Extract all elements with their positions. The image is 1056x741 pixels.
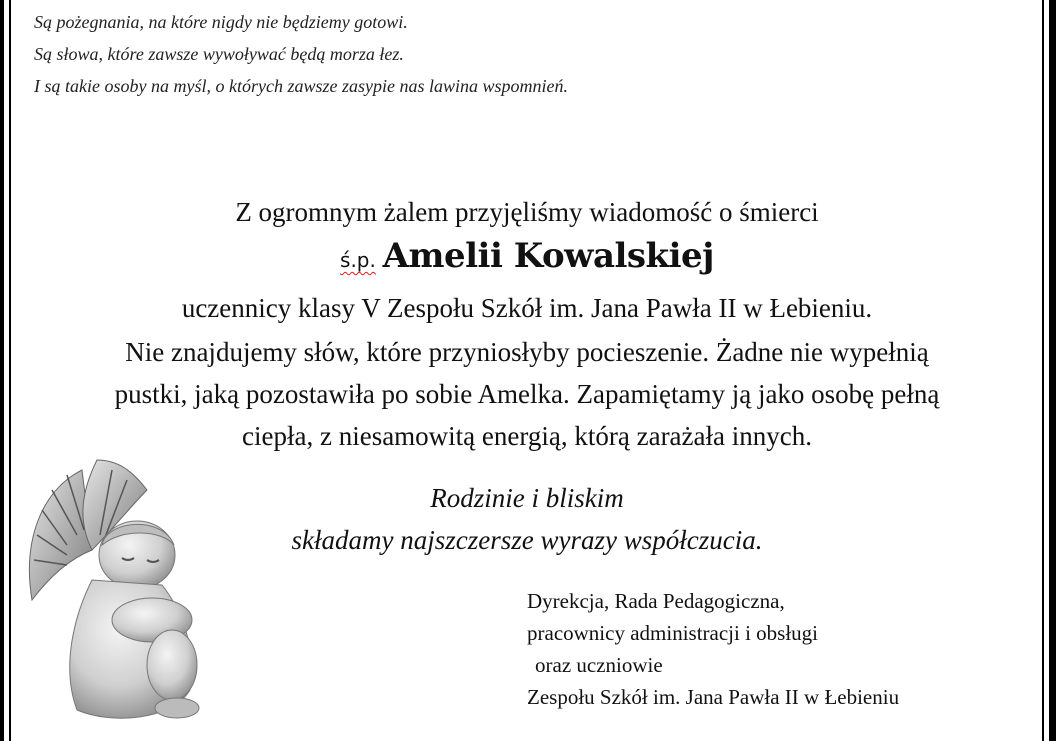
deceased-name: Amelii Kowalskiej [382,236,714,276]
deceased-name-line [12,234,1042,282]
announcement-line-3: uczennicy klasy V Zespołu Szkół im. Jana Pawła II w Łebieniu. [181,293,873,323]
angel-statue-icon [22,450,202,730]
motto-line: Są słowa, które zawsze wywoływać będą morza łez. [34,44,404,64]
page-border-left [0,0,4,741]
announcement-line-6: ciepła, z niesamowitą energią, którą zarażała innych. [242,421,812,451]
page-border-left-inner [9,0,11,741]
announcement-line-1: Z ogromnym żalem przyjęliśmy wiadomość o śmierci [235,197,819,227]
signature-line: Dyrekcja, Rada Pedagogiczna, [527,589,785,613]
condolences-line-2: składamy najszczersze wyrazy współczucia. [291,525,763,555]
motto-line: I są takie osoby na myśl, o których zawsze zasypie nas lawina wspomnień. [34,76,568,96]
prefix-sp: ś.p. [340,248,376,272]
signature-line: Zespołu Szkół im. Jana Pawła II w Łebieniu [527,685,900,709]
motto [34,6,568,102]
page-border-right [1049,0,1056,741]
announcement-line-4: Nie znajdujemy słów, które przyniosłyby pocieszenie. Żadne nie wypełnią [125,337,929,367]
page-border-right-inner [1042,0,1044,741]
signature [527,585,899,713]
motto-line: Są pożegnania, na które nigdy nie będziemy gotowi. [34,12,408,32]
announcement-line-5: pustki, jaką pozostawiła po sobie Amelka. Zapamiętamy ją jako osobę pełną [114,379,940,409]
signature-line: oraz uczniowie [535,653,663,677]
condolences-line-1: Rodzinie i bliskim [430,483,624,513]
signature-line: pracownicy administracji i obsługi [527,621,819,645]
